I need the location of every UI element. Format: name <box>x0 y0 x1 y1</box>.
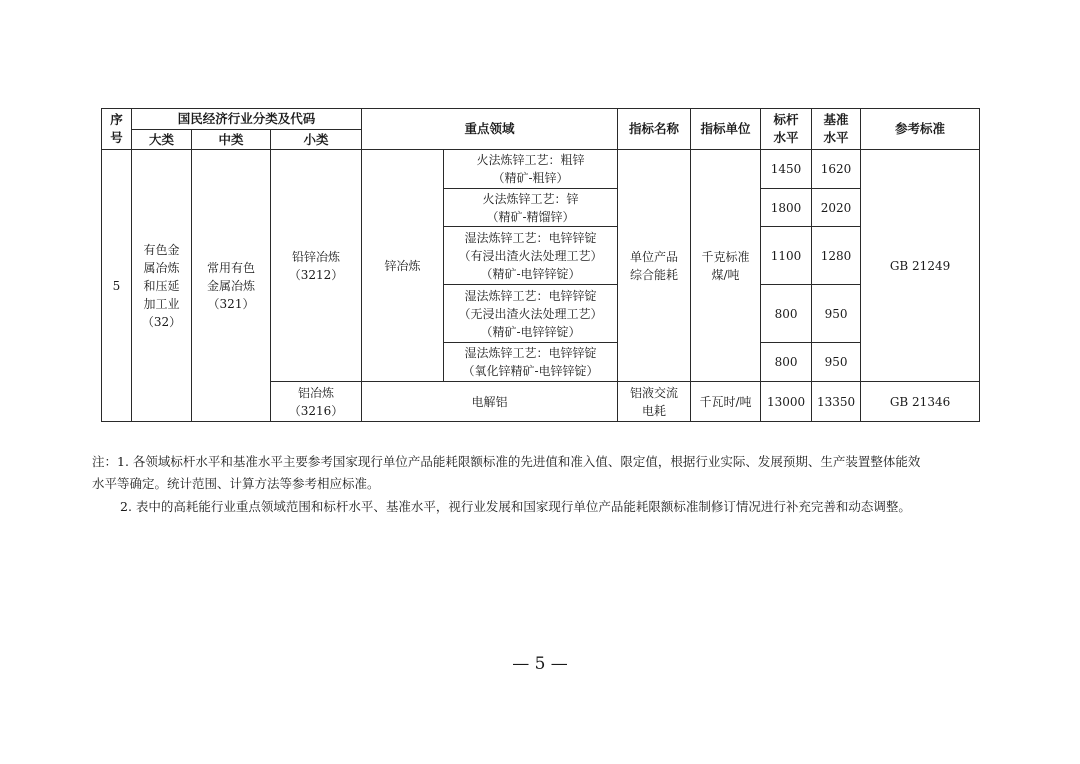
benchmark-cell: 1450 <box>761 150 812 189</box>
process-cell: 湿法炼锌工艺：电锌锌锭 （有浸出渣火法处理工艺） （精矿-电锌锌锭） <box>444 227 618 285</box>
page-number: — 5 — <box>512 654 568 674</box>
baseline-cell-aluminum: 13350 <box>812 382 861 422</box>
benchmark-cell: 800 <box>761 343 812 382</box>
benchmark-cell: 1800 <box>761 189 812 227</box>
minor-category-cell-zinc: 铅锌冶炼 （3212） <box>271 150 362 382</box>
note-1-line-1: 注：1. 各领域标杆水平和基准水平主要参考国家现行单位产品能耗限额标准的先进值和准入值、限定值，根据行业实际、发展预期、生产装置整体能效 <box>92 454 921 469</box>
benchmark-cell: 1100 <box>761 227 812 285</box>
header-reference-standard: 参考标准 <box>861 109 980 150</box>
header-seq: 序 号 <box>102 109 132 150</box>
unit-cell-zinc: 千克标准 煤/吨 <box>691 150 761 382</box>
header-key-field: 重点领域 <box>362 109 618 150</box>
note-1-line-2: 水平等确定。统计范围、计算方法等参考相应标准。 <box>92 476 380 491</box>
major-category-cell: 有色金 属冶炼 和压延 加工业 （32） <box>132 150 192 422</box>
unit-cell-aluminum: 千瓦时/吨 <box>691 382 761 422</box>
header-major-category: 大类 <box>132 130 192 150</box>
minor-category-cell-aluminum: 铝冶炼 （3216） <box>271 382 362 422</box>
header-indicator-name: 指标名称 <box>618 109 691 150</box>
reference-cell-aluminum: GB 21346 <box>861 382 980 422</box>
process-cell: 湿法炼锌工艺：电锌锌锭 （无浸出渣火法处理工艺） （精矿-电锌锌锭） <box>444 285 618 343</box>
header-medium-category: 中类 <box>192 130 271 150</box>
benchmark-cell-aluminum: 13000 <box>761 382 812 422</box>
table-row <box>102 150 980 189</box>
header-industry-classification: 国民经济行业分类及代码 <box>132 109 362 130</box>
energy-benchmark-table <box>101 108 980 422</box>
note-2: 2. 表中的高耗能行业重点领域范围和标杆水平、基准水平，视行业发展和国家现行单位产品能耗限额标准制修订情况进行补充完善和动态调整。 <box>120 499 911 514</box>
baseline-cell: 2020 <box>812 189 861 227</box>
header-benchmark-level: 标杆 水平 <box>761 109 812 150</box>
indicator-cell-zinc: 单位产品 综合能耗 <box>618 150 691 382</box>
baseline-cell: 1280 <box>812 227 861 285</box>
benchmark-cell: 800 <box>761 285 812 343</box>
medium-category-cell: 常用有色 金属冶炼 （321） <box>192 150 271 422</box>
baseline-cell: 1620 <box>812 150 861 189</box>
header-indicator-unit: 指标单位 <box>691 109 761 150</box>
field-cell-zinc: 锌冶炼 <box>362 150 444 382</box>
header-minor-category: 小类 <box>271 130 362 150</box>
field-cell-aluminum: 电解铝 <box>362 382 618 422</box>
process-cell: 火法炼锌工艺：锌 （精矿-精馏锌） <box>444 189 618 227</box>
header-baseline-level: 基准 水平 <box>812 109 861 150</box>
header-row-1 <box>102 109 980 130</box>
reference-cell-zinc: GB 21249 <box>861 150 980 382</box>
indicator-cell-aluminum: 铝液交流 电耗 <box>618 382 691 422</box>
seq-cell: 5 <box>102 150 132 422</box>
process-cell: 湿法炼锌工艺：电锌锌锭 （氧化锌精矿-电锌锌锭） <box>444 343 618 382</box>
process-cell: 火法炼锌工艺：粗锌 （精矿-粗锌） <box>444 150 618 189</box>
baseline-cell: 950 <box>812 285 861 343</box>
baseline-cell: 950 <box>812 343 861 382</box>
